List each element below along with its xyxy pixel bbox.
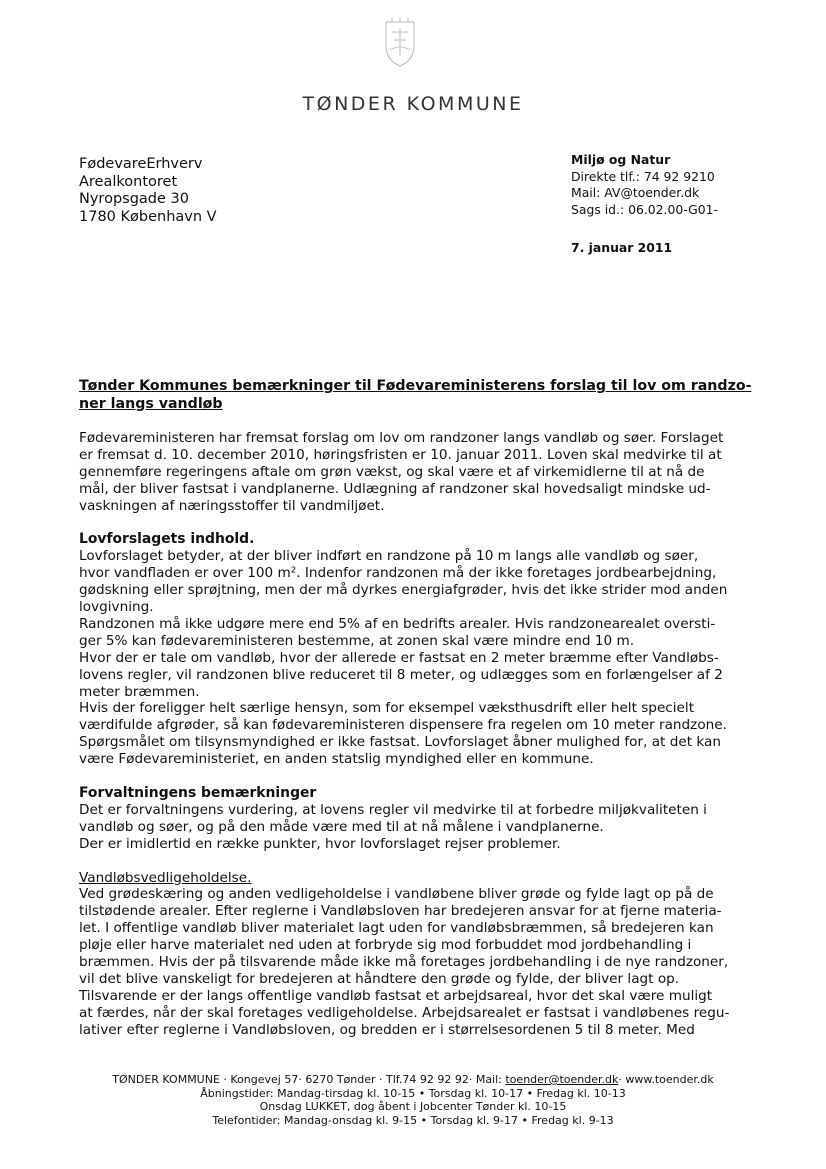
section-heading: Forvaltningens bemærkninger	[79, 785, 317, 801]
sender-phone: Direkte tlf.: 74 92 9210	[571, 168, 715, 184]
body-line: vandløb og søer, og på den måde være med til at nå målene i vandplanerne.	[79, 818, 604, 835]
body-line: Der er imidlertid en række punkter, hvor lovforslaget rejser problemer.	[79, 835, 561, 852]
recipient-line: Arealkontoret	[79, 173, 178, 190]
body-line: let. I offentlige vandløb bliver materialet lagt uden for vandløbsbræmmen, så bredejeren kan	[79, 920, 714, 937]
body-line: Hvor der er tale om vandløb, hvor der allerede er fastsat en 2 meter bræmme efter Vandløbs-	[79, 649, 719, 666]
footer-opening-hours: Åbningstider: Mandag-tirsdag kl. 10-15 • Torsdag kl. 10-17 • Fredag kl. 10-13	[200, 1086, 626, 1100]
intro-line: vaskningen af næringsstoffer til vandmiljøet.	[79, 497, 385, 514]
body-line: hvor vandfladen er over 100 m². Indenfor randzonen må der ikke foretages jordbearbejdning,	[79, 565, 717, 582]
letter-subject	[79, 378, 754, 413]
letter-body	[79, 430, 769, 1039]
body-line: vil det blive vanskeligt for bredejeren at håndtere den grøde og fylde, der bliver lagt op.	[79, 970, 680, 987]
body-line: Ved grødeskæring og anden vedligeholdelse i vandløbene bliver grøde og fylde lagt op på de	[79, 886, 714, 903]
footer-email-link[interactable]: toender@toender.dk	[505, 1073, 619, 1086]
body-line: bræmmen. Hvis der på tilsvarende måde ikke må foretages jordbehandling i de nye randzoner,	[79, 954, 729, 971]
body-line: meter bræmmen.	[79, 683, 200, 700]
body-line: lovens regler, vil randzonen blive reduceret til 8 meter, og udlægges som en forlængelser af 2	[79, 666, 723, 683]
recipient-line: FødevareErhverv	[79, 156, 203, 172]
subject-line: ner langs vandløb	[79, 395, 223, 412]
intro-line: Fødevareministeren har fremsat forslag om lov om randzoner langs vandløb og søer. Forslaget	[79, 430, 724, 446]
footer-wednesday-hours: Onsdag LUKKET, dog åbent i Jobcenter Tønder kl. 10-15	[259, 1100, 567, 1113]
sender-department: Miljø og Natur	[571, 152, 671, 167]
page-footer	[0, 1073, 826, 1127]
body-line: Hvis der foreligger helt særlige hensyn, som for eksempel væksthusdrift eller helt specielt	[79, 700, 695, 717]
footer-contact-line	[0, 1073, 826, 1087]
section-heading: Vandløbsvedligeholdelse.	[79, 869, 252, 886]
footer-phone-hours: Telefontider: Mandag-onsdag kl. 9-15 • Torsdag kl. 9-17 • Fredag kl. 9-13	[212, 1113, 614, 1127]
section-heading: Lovforslagets indhold.	[79, 531, 255, 548]
body-line: Randzonen må ikke udgøre mere end 5% af en bedrifts arealer. Hvis randzonearealet oversti-	[79, 615, 716, 632]
footer-address: TØNDER KOMMUNE · Kongevej 57· 6270 Tønder · Tlf.74 92 92 92· Mail:	[112, 1073, 506, 1086]
body-line: værdifulde afgrøder, så kan fødevareministeren dispensere fra regelen om 10 meter randzone.	[79, 717, 727, 734]
body-line: ger 5% kan fødevareministeren bestemme, at zonen skal være mindre end 10 m.	[79, 632, 635, 649]
municipality-crest-icon	[380, 16, 420, 68]
body-line: lativer efter reglerne i Vandløbsloven, og bredden er i størrelsesordenen 5 til 8 meter. Med	[79, 1021, 695, 1038]
recipient-address	[79, 156, 217, 226]
body-line: Det er forvaltningens vurdering, at lovens regler vil medvirke til at forbedre miljøkvaliteten i	[79, 801, 707, 818]
sender-mail: Mail: AV@toender.dk	[571, 185, 700, 200]
sender-case-id: Sags id.: 06.02.00-G01-	[571, 201, 719, 217]
body-line: Spørgsmålet om tilsynsmyndighed er ikke fastsat. Lovforslaget åbner mulighed for, at det kan	[79, 734, 721, 751]
recipient-line: 1780 København V	[79, 208, 217, 225]
intro-line: er fremsat d. 10. december 2010, høringsfristen er 10. januar 2011. Loven skal medvirke til at	[79, 446, 722, 463]
body-line: gødskning eller sprøjtning, men der må dyrkes energiafgrøder, hvis det ikke strider mod anden	[79, 582, 728, 599]
footer-website: · www.toender.dk	[618, 1073, 714, 1086]
body-line: være Fødevareministeriet, en anden statslig myndighed eller en kommune.	[79, 751, 594, 768]
municipality-name: TØNDER KOMMUNE	[302, 93, 524, 115]
body-line: pløje eller harve materialet ned uden at forbryde sig mod forbuddet mod jordbehandling i	[79, 937, 692, 954]
sender-info	[571, 152, 718, 218]
body-line: Tilsvarende er der langs offentlige vandløb fastsat et arbejdsareal, hvor det skal være muligt	[79, 987, 713, 1004]
body-line: tilstødende arealer. Efter reglerne i Vandløbsloven har bredejeren ansvar for at fjerne materia-	[79, 903, 722, 920]
body-line: lovgivning.	[79, 599, 154, 616]
intro-line: gennemføre regeringens aftale om grøn vækst, og skal være et af virkemidlerne til at nå de	[79, 463, 705, 480]
body-line: at færdes, når der skal foretages vedligeholdelse. Arbejdsarealet er fastsat i vandløbenes regu-	[79, 1004, 730, 1021]
intro-line: mål, der bliver fastsat i vandplanerne. Udlægning af randzoner skal hovedsaligt mindske ud-	[79, 480, 711, 497]
subject-line: Tønder Kommunes bemærkninger til Fødevareministerens forslag til lov om randzo-	[79, 378, 752, 394]
body-line: Lovforslaget betyder, at der bliver indført en randzone på 10 m langs alle vandløb og søer,	[79, 548, 699, 565]
letter-date: 7. januar 2011	[571, 240, 673, 255]
recipient-line: Nyropsgade 30	[79, 191, 189, 207]
